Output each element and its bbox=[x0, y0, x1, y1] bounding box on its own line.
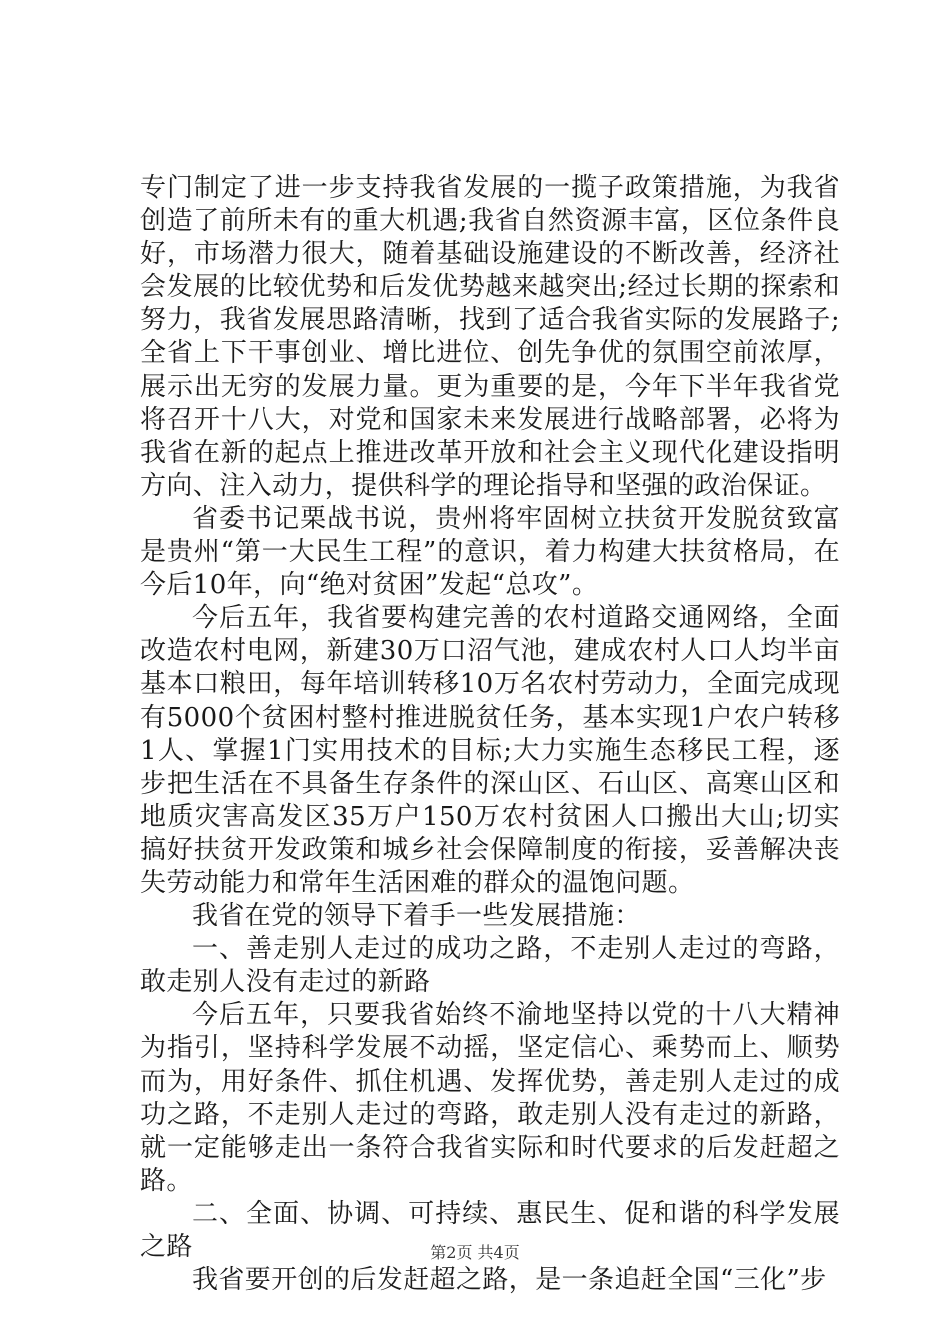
document-body bbox=[140, 172, 840, 1297]
section-heading: 二、全面、协调、可持续、惠民生、促和谐的科学发展之路 bbox=[140, 1198, 840, 1262]
paragraph-continuation: 专门制定了进一步支持我省发展的一揽子政策措施，为我省创造了前所未有的重大机遇;我省自然资源丰富，区位条件良好，市场潜力很大，随着基础设施建设的不断改善，经济社会发展的比较优势和后发优势越来越突出;经过长期的探索和努力，我省发展思路清晰，找到了适合我省实际的发展路子;全省上下干事创业、增比进位、创先争优的氛围空前浓厚，展示出无穷的发展力量。更为重要的是，今年下半年我省党将召开十八大，对党和国家未来发展进行战略部署，必将为我省在新的起点上推进改革开放和社会主义现代化建设指明方向、注入动力，提供科学的理论指导和坚强的政治保证。 bbox=[140, 173, 840, 501]
paragraph: 我省要开创的后发赶超之路，是一条追赶全国“三化”步 bbox=[192, 1265, 827, 1296]
page-footer: 第2页 共4页 bbox=[430, 1243, 520, 1262]
paragraph: 我省在党的领导下着手一些发展措施： bbox=[192, 901, 641, 932]
paragraph: 省委书记栗战书说，贵州将牢固树立扶贫开发脱贫致富是贵州“第一大民生工程”的意识，着力构建大扶贫格局，在今后10年，向“绝对贫困”发起“总攻”。 bbox=[140, 503, 840, 601]
paragraph: 今后五年，我省要构建完善的农村道路交通网络，全面改造农村电网，新建30万口沼气池，建成农村人口人均半亩基本口粮田，每年培训转移10万名农村劳动力，全面完成现有5000个贫困村整村推进脱贫任务，基本实现1户农户转移1人、掌握1门实用技术的目标;大力实施生态移民工程，逐步把生活在不具备生存条件的深山区、石山区、高寒山区和地质灾害高发区35万户150万农村贫困人口搬出大山;切实搞好扶贫开发政策和城乡社会保障制度的衔接，妥善解决丧失劳动能力和常年生活困难的群众的温饱问题。 bbox=[140, 603, 840, 898]
paragraph: 今后五年，只要我省始终不渝地坚持以党的十八大精神为指引，坚持科学发展不动摇，坚定信心、乘势而上、顺势而为，用好条件、抓住机遇、发挥优势，善走别人走过的成功之路，不走别人走过的弯路，敢走别人没有走过的新路，就一定能够走出一条符合我省实际和时代要求的后发赶超之路。 bbox=[140, 1000, 840, 1196]
section-heading: 一、善走别人走过的成功之路，不走别人走过的弯路，敢走别人没有走过的新路 bbox=[140, 934, 840, 998]
